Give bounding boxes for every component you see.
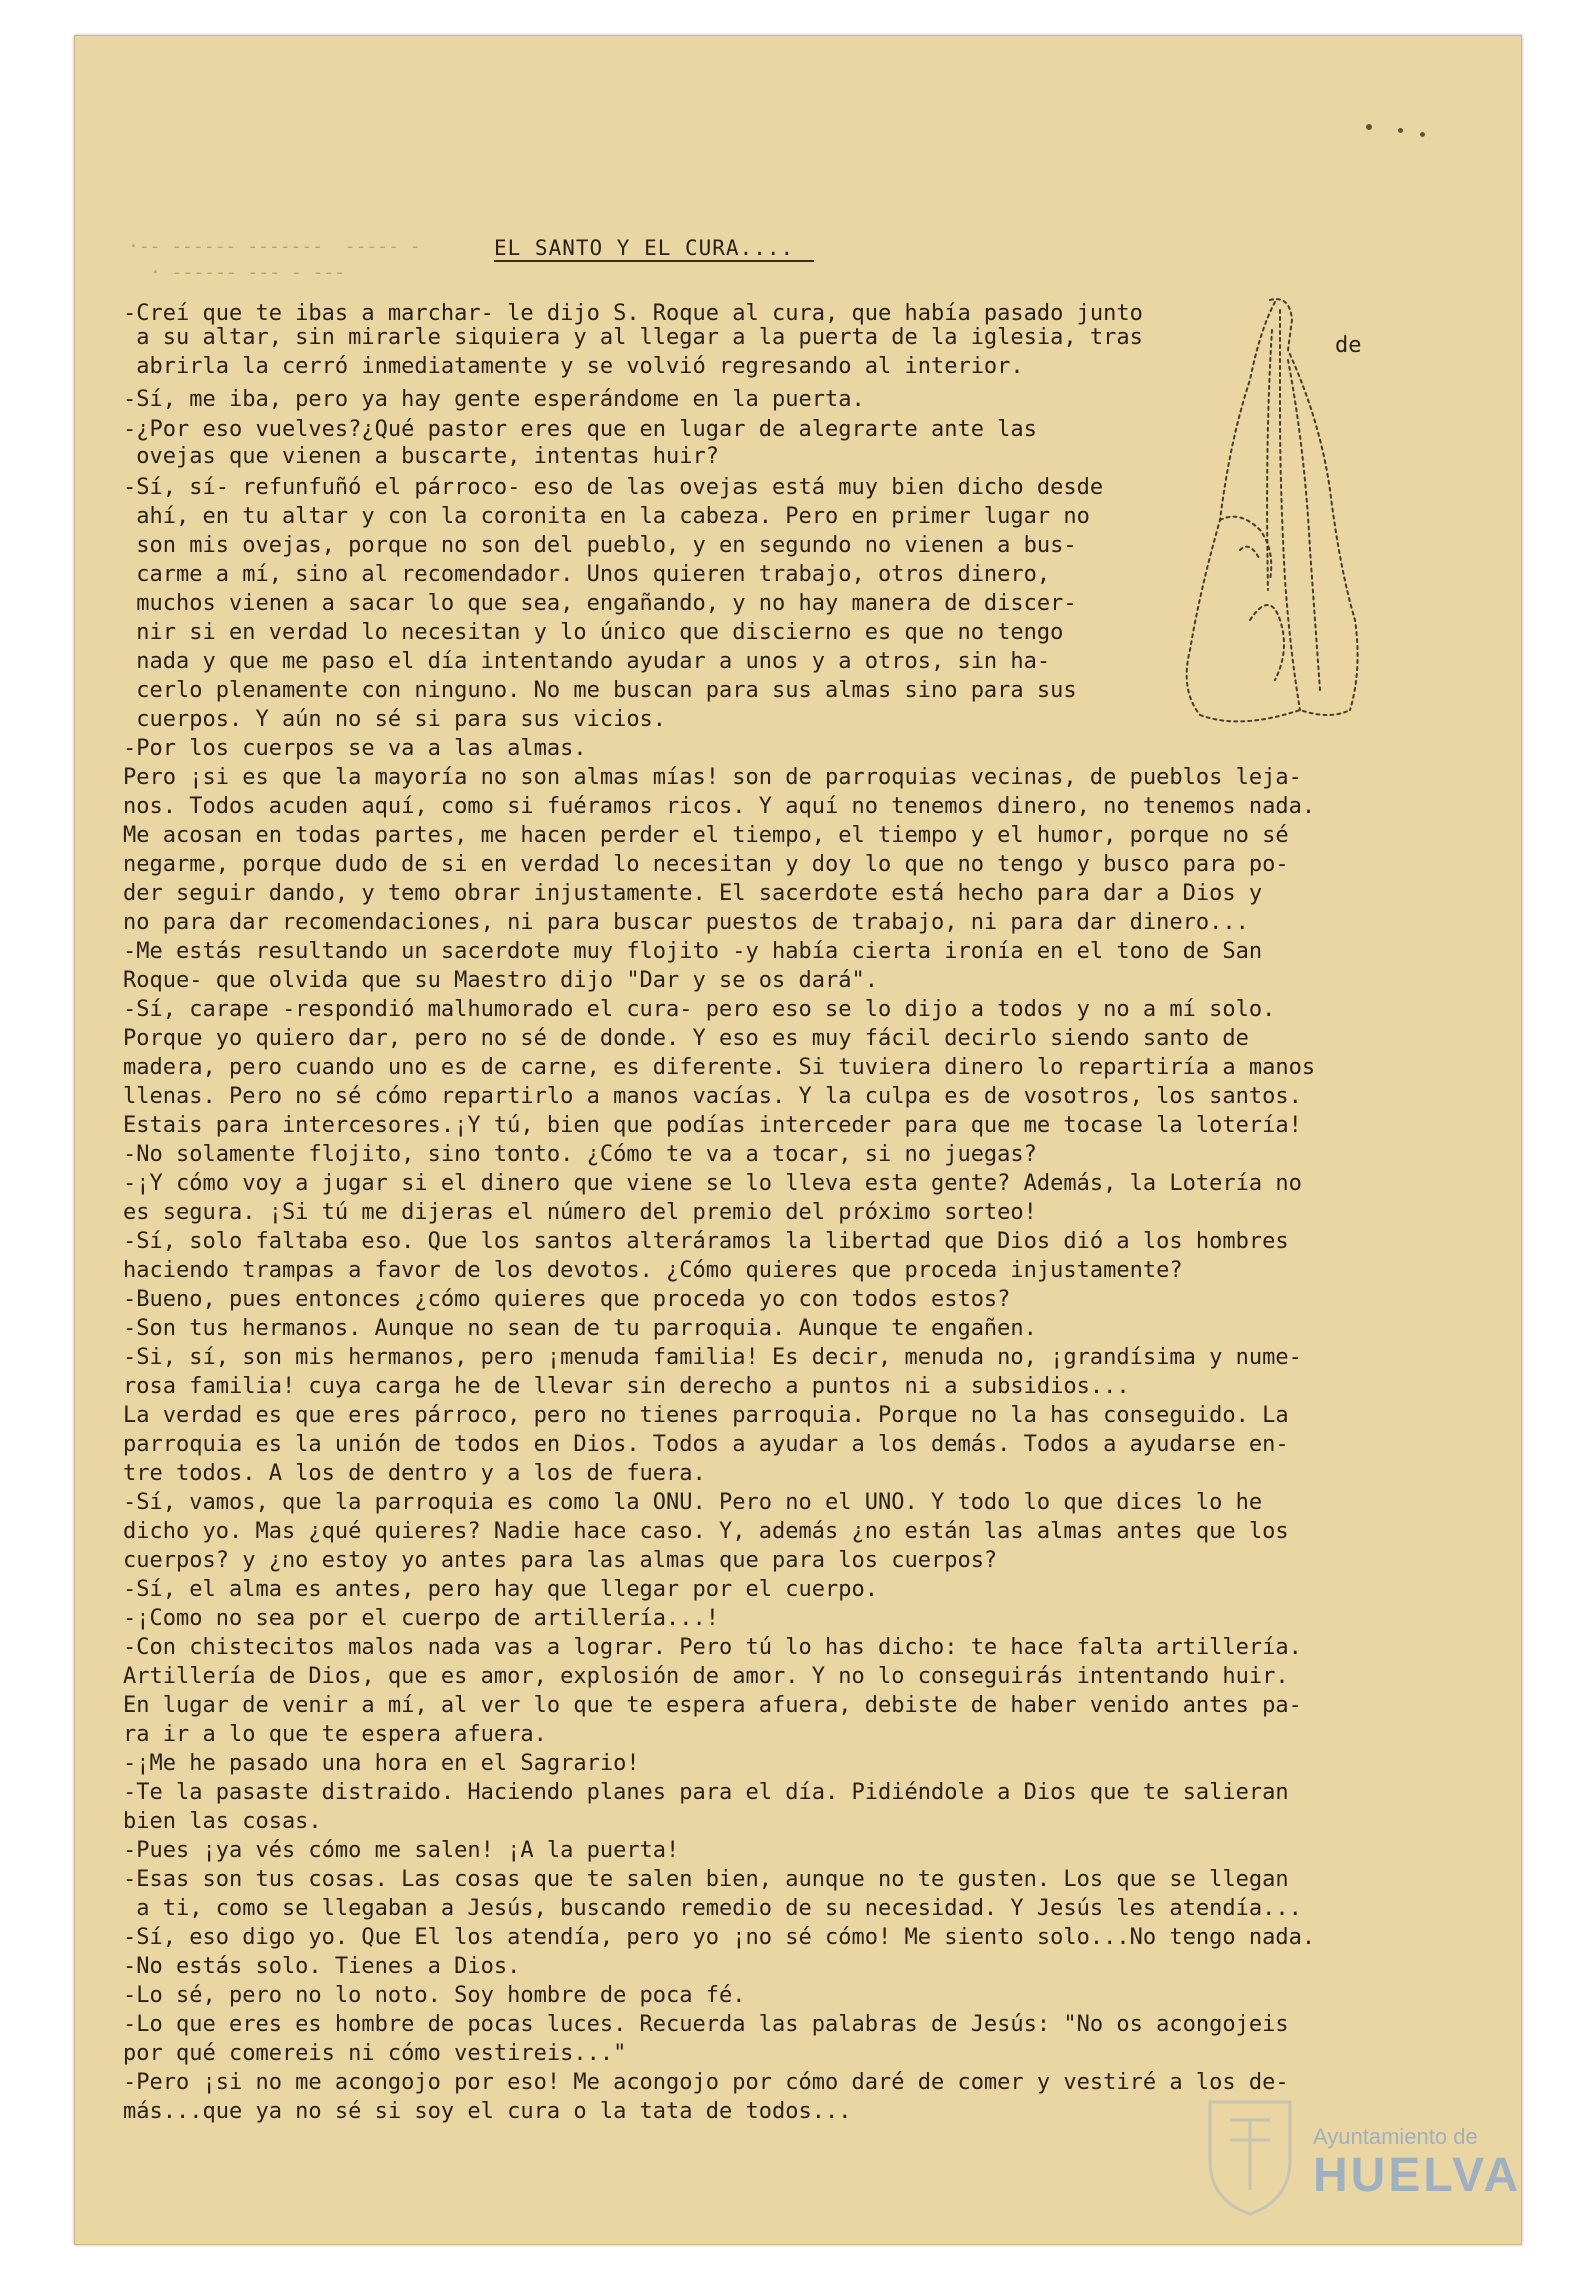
text-line: bien las cosas.: [123, 1809, 322, 1834]
text-line: -Lo sé, pero no lo noto. Soy hombre de poca fé.: [123, 1983, 746, 2008]
text-line: más...que ya no sé si soy el cura o la tata de todos...: [123, 2099, 852, 2124]
text-line: -Pues ¡ya vés cómo me salen! ¡A la puerta!: [123, 1838, 680, 1863]
text-line: dicho yo. Mas ¿qué quieres? Nadie hace caso. Y, además ¿no están las almas antes que los: [123, 1519, 1289, 1544]
text-line: llenas. Pero no sé cómo repartirlo a manos vacías. Y la culpa es de vosotros, los santos.: [123, 1084, 1302, 1109]
text-line: -Creí que te ibas a marchar- le dijo S. Roque al cura, que había pasado junto: [123, 301, 1143, 326]
title-underline: [494, 260, 814, 262]
text-line: madera, pero cuando uno es de carne, es diferente. Si tuviera dinero lo repartiría a manos: [123, 1055, 1316, 1080]
text-line: -Sí, carape -respondió malhumorado el cura- pero eso se lo dijo a todos y no a mí solo.: [123, 997, 1276, 1022]
text-line: negarme, porque dudo de si en verdad lo necesitan y doy lo que no tengo y busco para po-: [123, 852, 1289, 877]
text-line: -Sí, eso digo yo. Que El los atendía, pero yo ¡no sé cómo! Me siento solo...No tengo nada.: [123, 1925, 1316, 1950]
text-line: carme a mí, sino al recomendador. Unos quieren trabajo, otros dinero,: [123, 562, 1051, 587]
text-line: nos. Todos acuden aquí, como si fuéramos ricos. Y aquí no tenemos dinero, no tenemos nada.: [123, 794, 1316, 819]
text-line: es segura. ¡Si tú me dijeras el número del premio del próximo sorteo!: [123, 1200, 1037, 1225]
text-line: -¿Por eso vuelves?¿Qué pastor eres que en lugar de alegrarte ante las: [123, 417, 1037, 442]
text-line: -Si, sí, son mis hermanos, pero ¡menuda familia! Es decir, menuda no, ¡grandísima y nume-: [123, 1345, 1302, 1370]
text-line: tre todos. A los de dentro y a los de fuera.: [123, 1461, 706, 1486]
text-line: -Con chistecitos malos nada vas a lograr. Pero tú lo has dicho: te hace falta artillería.: [123, 1635, 1302, 1660]
text-line: -No solamente flojito, sino tonto. ¿Cómo te va a tocar, si no juegas?: [123, 1142, 1037, 1167]
text-line: -Pero ¡si no me acongojo por eso! Me acongojo por cómo daré de comer y vestiré a los de-: [123, 2070, 1289, 2095]
text-line: -Sí, vamos, que la parroquia es como la ONU. Pero no el UNO. Y todo lo que dices lo he: [123, 1490, 1263, 1515]
text-line: Pero ¡si es que la mayoría no son almas mías! son de parroquias vecinas, de pueblos leja-: [123, 765, 1302, 790]
text-line: Estais para intercesores.¡Y tú, bien que podías interceder para que me tocase la lotería!: [123, 1113, 1302, 1138]
ink-speck: [1420, 132, 1425, 137]
text-line: -No estás solo. Tienes a Dios.: [123, 1954, 521, 1979]
ink-speck: [1398, 128, 1403, 133]
text-line: La verdad es que eres párroco, pero no tienes parroquia. Porque no la has conseguido. La: [123, 1403, 1289, 1428]
text-line: cuerpos? y ¿no estoy yo antes para las almas que para los cuerpos?: [123, 1548, 998, 1573]
text-line: -Por los cuerpos se va a las almas.: [123, 736, 587, 761]
text-line: -Lo que eres es hombre de pocas luces. Recuerda las palabras de Jesús: "No os acongojeis: [123, 2012, 1289, 2037]
text-line: -Son tus hermanos. Aunque no sean de tu parroquia. Aunque te engañen.: [123, 1316, 1037, 1341]
text-line: a ti, como se llegaban a Jesús, buscando remedio de su necesidad. Y Jesús les atendía...: [123, 1896, 1302, 1921]
text-line: son mis ovejas, porque no son del pueblo, y en segundo no vienen a bus-: [123, 533, 1077, 558]
faded-header-line: · ------ --- - ---: [150, 262, 346, 283]
text-line: por qué comereis ni cómo vestireis...": [123, 2041, 627, 2066]
text-line: -¡Me he pasado una hora en el Sagrario!: [123, 1751, 640, 1776]
document-title: EL SANTO Y EL CURA....: [494, 236, 795, 260]
text-line: ahí, en tu altar y con la coronita en la cabeza. Pero en primer lugar no: [123, 504, 1090, 529]
text-line: -Sí, solo faltaba eso. Que los santos alteráramos la libertad que Dios dió a los hombres: [123, 1229, 1289, 1254]
text-line: muchos vienen a sacar lo que sea, engañando, y no hay manera de discer-: [123, 591, 1077, 616]
text-line: -Me estás resultando un sacerdote muy flojito -y había cierta ironía en el tono de San: [123, 939, 1263, 964]
text-line: -Sí, sí- refunfuñó el párroco- eso de las ovejas está muy bien dicho desde: [123, 475, 1104, 500]
text-line: -¡Como no sea por el cuerpo de artillería...!: [123, 1606, 720, 1631]
text-line: ovejas que vienen a buscarte, intentas huir?: [123, 444, 720, 469]
text-line: haciendo trampas a favor de los devotos. ¿Cómo quieres que proceda injustamente?: [123, 1258, 1183, 1283]
text-line: no para dar recomendaciones, ni para buscar puestos de trabajo, ni para dar dinero...: [123, 910, 1249, 935]
watermark-text: Ayuntamiento de: [1313, 2124, 1478, 2149]
text-line: -Esas son tus cosas. Las cosas que te salen bien, aunque no te gusten. Los que se llegan: [123, 1867, 1289, 1892]
text-line: abrirla la cerró inmediatamente y se volvió regresando al interior.: [123, 354, 1024, 379]
text-line: En lugar de venir a mí, al ver lo que te espera afuera, debiste de haber venido antes pa-: [123, 1693, 1302, 1718]
text-line: ra ir a lo que te espera afuera.: [123, 1722, 547, 1747]
text-line: -¡Y cómo voy a jugar si el dinero que viene se lo lleva esta gente? Además, la Lotería no: [123, 1171, 1302, 1196]
ink-speck: [1366, 124, 1372, 130]
text-line: cerlo plenamente con ninguno. No me buscan para sus almas sino para sus: [123, 678, 1077, 703]
text-line: -Bueno, pues entonces ¿cómo quieres que proceda yo con todos estos?: [123, 1287, 1011, 1312]
text-line: -Te la pasaste distraido. Haciendo planes para el día. Pidiéndole a Dios que te salieran: [123, 1780, 1289, 1805]
text-line: Artillería de Dios, que es amor, explosión de amor. Y no lo conseguirás intentando huir.: [123, 1664, 1289, 1689]
text-line: Roque- que olvida que su Maestro dijo "Dar y se os dará".: [123, 968, 878, 993]
text-line: a su altar, sin mirarle siquiera y al llegar a la puerta de la iglesia, tras: [123, 325, 1143, 350]
faded-header-line: ·-- ------ ------- ----- -: [128, 236, 421, 257]
text-line: rosa familia! cuya carga he de llevar sin derecho a puntos ni a subsidios...: [123, 1374, 1130, 1399]
text-line: -Sí, me iba, pero ya hay gente esperándome en la puerta.: [123, 387, 865, 412]
text-line: nada y que me paso el día intentando ayudar a unos y a otros, sin ha-: [123, 649, 1051, 674]
text-line: nir si en verdad lo necesitan y lo único que discierno es que no tengo: [123, 620, 1064, 645]
text-line: de: [1335, 333, 1362, 358]
text-line: Me acosan en todas partes, me hacen perder el tiempo, el tiempo y el humor, porque no sé: [123, 823, 1289, 848]
text-line: Porque yo quiero dar, pero no sé de donde. Y eso es muy fácil decirlo siendo santo de: [123, 1026, 1249, 1051]
text-line: parroquia es la unión de todos en Dios. Todos a ayudar a los demás. Todos a ayudarse en-: [123, 1432, 1289, 1457]
watermark-title: HUELVA: [1313, 2149, 1522, 2202]
text-line: -Sí, el alma es antes, pero hay que llegar por el cuerpo.: [123, 1577, 878, 1602]
text-line: der seguir dando, y temo obrar injustamente. El sacerdote está hecho para dar a Dios y: [123, 881, 1263, 906]
text-line: cuerpos. Y aún no sé si para sus vicios.: [123, 707, 667, 732]
